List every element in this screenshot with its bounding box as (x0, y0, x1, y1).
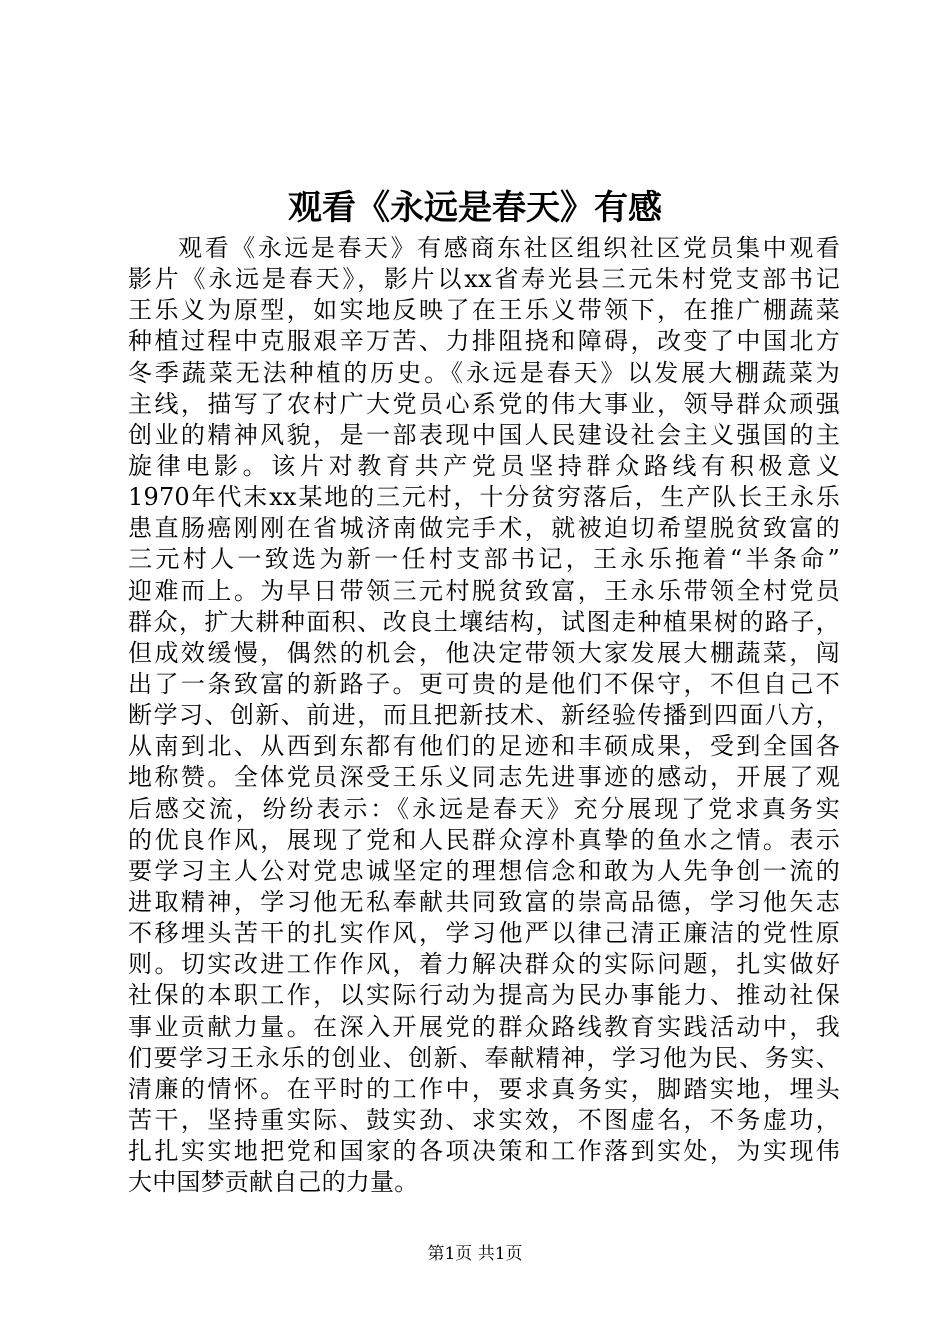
body-line: 1970年代末xx某地的三元村，十分贫穷落后，生产队长王永乐 (128, 483, 840, 512)
body-line: 们要学习王永乐的创业、创新、奉献精神，学习他为民、务实、 (128, 1043, 840, 1072)
body-line: 社保的本职工作，以实际行动为提高为民办事能力、推动社保 (128, 981, 840, 1010)
body-line: 冬季蔬菜无法种植的历史。《永远是春天》以发展大棚蔬菜为 (128, 358, 840, 387)
page-footer: 第1页 共1页 (427, 1244, 523, 1264)
document-body (128, 233, 840, 1198)
body-line: 从南到北、从西到东都有他们的足迹和丰硕成果，受到全国各 (128, 732, 840, 761)
body-line: 后感交流，纷纷表示：《永远是春天》充分展现了党求真务实 (128, 794, 840, 823)
body-line: 进取精神，学习他无私奉献共同致富的崇高品德，学习他矢志 (128, 887, 840, 916)
body-line: 苦干，坚持重实际、鼓实劲、求实效，不图虚名，不务虚功， (128, 1105, 840, 1134)
body-line: 扎扎实实地把党和国家的各项决策和工作落到实处，为实现伟 (128, 1137, 840, 1166)
body-line: 种植过程中克服艰辛万苦、力排阻挠和障碍，改变了中国北方 (128, 327, 840, 356)
body-line: 迎难而上。为早日带领三元村脱贫致富，王永乐带领全村党员 (128, 576, 840, 605)
body-line: 地称赞。全体党员深受王乐义同志先进事迹的感动，开展了观 (128, 763, 840, 792)
body-line: 旋律电影。该片对教育共产党员坚持群众路线有积极意义 (128, 451, 840, 480)
body-line: 三元村人一致选为新一任村支部书记，王永乐拖着“半条命” (128, 545, 840, 574)
body-line: 事业贡献力量。在深入开展党的群众路线教育实践活动中，我 (128, 1012, 840, 1041)
body-line: 主线，描写了农村广大党员心系党的伟大事业，领导群众顽强 (128, 389, 840, 418)
body-line: 则。切实改进工作作风，着力解决群众的实际问题，扎实做好 (128, 950, 840, 979)
body-line: 创业的精神风貌，是一部表现中国人民建设社会主义强国的主 (128, 420, 840, 449)
body-line: 观看《永远是春天》有感商东社区组织社区党员集中观看 (178, 234, 840, 262)
body-line: 出了一条致富的新路子。更可贵的是他们不保守，不但自己不 (128, 669, 840, 698)
body-line: 但成效缓慢，偶然的机会，他决定带领大家发展大棚蔬菜，闯 (128, 638, 840, 667)
body-line: 王乐义为原型，如实地反映了在王乐义带领下，在推广棚蔬菜 (128, 296, 840, 325)
body-line: 患直肠癌刚刚在省城济南做完手术，就被迫切希望脱贫致富的 (128, 514, 840, 543)
body-line: 影片《永远是春天》，影片以xx省寿光县三元朱村党支部书记 (128, 265, 840, 294)
body-line: 清廉的情怀。在平时的工作中，要求真务实，脚踏实地，埋头 (128, 1074, 840, 1103)
body-line: 群众，扩大耕种面积、改良土壤结构，试图走种植果树的路子， (128, 607, 840, 636)
body-line: 要学习主人公对党忠诚坚定的理想信念和敢为人先争创一流的 (128, 856, 840, 885)
body-line: 不移埋头苦干的扎实作风，学习他严以律己清正廉洁的党性原 (128, 919, 840, 948)
document-title: 观看《永远是春天》有感 (288, 188, 662, 228)
body-line: 的优良作风，展现了党和人民群众淳朴真挚的鱼水之情。表示 (128, 825, 840, 854)
body-line: 断学习、创新、前进，而且把新技术、新经验传播到四面八方， (128, 701, 840, 730)
body-line: 大中国梦贡献自己的力量。 (128, 1168, 419, 1197)
